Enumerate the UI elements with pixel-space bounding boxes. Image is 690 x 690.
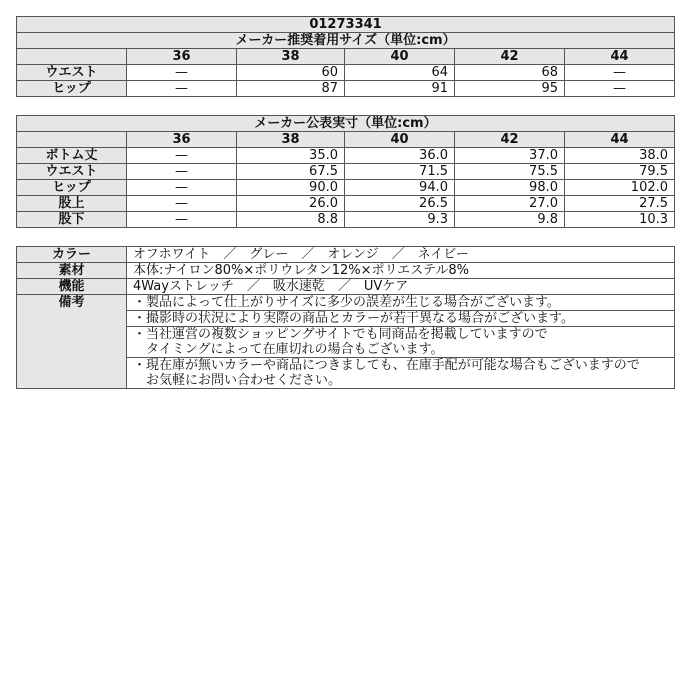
info-row-function xyxy=(17,279,675,295)
note-line: お気軽にお問い合わせください。 xyxy=(133,373,342,388)
value-cell: — xyxy=(127,212,237,228)
value-cell: 91 xyxy=(345,81,455,97)
value-cell: 68 xyxy=(455,65,565,81)
function-value: 4Wayストレッチ ／ 吸水速乾 ／ UVケア xyxy=(127,279,675,295)
note-line: ・現在庫が無いカラーや商品につきましても、在庫手配が可能な場合もございますので xyxy=(133,358,640,373)
material-value: 本体:ナイロン80%×ポリウレタン12%×ポリエステル8% xyxy=(127,263,675,279)
value-cell: 90.0 xyxy=(237,180,345,196)
note-line: ・製品によって仕上がりサイズに多少の誤差が生じる場合がございます。 xyxy=(133,295,560,310)
value-cell: — xyxy=(565,65,675,81)
value-cell: — xyxy=(127,81,237,97)
value-cell: 38.0 xyxy=(565,148,675,164)
value-cell: 75.5 xyxy=(455,164,565,180)
size-header: 36 xyxy=(127,49,237,65)
product-info-table xyxy=(16,246,675,389)
row-label: 股上 xyxy=(17,196,127,212)
size-header: 42 xyxy=(455,49,565,65)
value-cell: 60 xyxy=(237,65,345,81)
corner-cell xyxy=(17,49,127,65)
row-label: 股下 xyxy=(17,212,127,228)
table-row xyxy=(17,65,675,81)
value-cell: 67.5 xyxy=(237,164,345,180)
size-header: 40 xyxy=(345,132,455,148)
size-header: 44 xyxy=(565,132,675,148)
info-row-notes xyxy=(17,295,675,389)
color-label: カラー xyxy=(17,247,127,263)
row-label: ヒップ xyxy=(17,81,127,97)
value-cell: 64 xyxy=(345,65,455,81)
value-cell: 37.0 xyxy=(455,148,565,164)
measured-title: メーカー公表実寸（単位:cm） xyxy=(17,116,675,132)
measured-size-table xyxy=(16,115,675,228)
value-cell: — xyxy=(127,196,237,212)
recommended-size-table xyxy=(16,16,675,97)
value-cell: 26.5 xyxy=(345,196,455,212)
value-cell: 26.0 xyxy=(237,196,345,212)
value-cell: 9.8 xyxy=(455,212,565,228)
value-cell: 36.0 xyxy=(345,148,455,164)
value-cell: 98.0 xyxy=(455,180,565,196)
table-row xyxy=(17,180,675,196)
value-cell: 27.0 xyxy=(455,196,565,212)
value-cell: 27.5 xyxy=(565,196,675,212)
row-label: ウエスト xyxy=(17,65,127,81)
size-header: 42 xyxy=(455,132,565,148)
row-label: ウエスト xyxy=(17,164,127,180)
corner-cell xyxy=(17,132,127,148)
value-cell: — xyxy=(127,148,237,164)
material-label: 素材 xyxy=(17,263,127,279)
note-line: ・当社運営の複数ショッピングサイトでも同商品を掲載していますので xyxy=(133,327,548,342)
info-row-material xyxy=(17,263,675,279)
value-cell: 71.5 xyxy=(345,164,455,180)
note-item xyxy=(127,311,674,327)
value-cell: — xyxy=(127,164,237,180)
value-cell: 87 xyxy=(237,81,345,97)
notes-content xyxy=(127,295,675,389)
value-cell: 95 xyxy=(455,81,565,97)
table-row xyxy=(17,212,675,228)
info-row-color xyxy=(17,247,675,263)
function-label: 機能 xyxy=(17,279,127,295)
size-header: 38 xyxy=(237,49,345,65)
row-label: ヒップ xyxy=(17,180,127,196)
size-header: 38 xyxy=(237,132,345,148)
size-header: 44 xyxy=(565,49,675,65)
table-row xyxy=(17,81,675,97)
note-item xyxy=(127,358,674,388)
note-item xyxy=(127,327,674,358)
row-label: ボトム丈 xyxy=(17,148,127,164)
note-item xyxy=(127,295,674,311)
value-cell: 35.0 xyxy=(237,148,345,164)
value-cell: 10.3 xyxy=(565,212,675,228)
value-cell: 102.0 xyxy=(565,180,675,196)
value-cell: — xyxy=(127,180,237,196)
note-line: ・撮影時の状況により実際の商品とカラーが若干異なる場合がございます。 xyxy=(133,311,574,326)
measured-size-header-row xyxy=(17,132,675,148)
product-code: 01273341 xyxy=(17,17,675,33)
size-header: 40 xyxy=(345,49,455,65)
note-line: タイミングによって在庫切れの場合もございます。 xyxy=(133,342,444,357)
table-row xyxy=(17,196,675,212)
size-header: 36 xyxy=(127,132,237,148)
value-cell: — xyxy=(127,65,237,81)
value-cell: 79.5 xyxy=(565,164,675,180)
value-cell: — xyxy=(565,81,675,97)
notes-label: 備考 xyxy=(17,295,127,389)
value-cell: 9.3 xyxy=(345,212,455,228)
value-cell: 8.8 xyxy=(237,212,345,228)
recommended-size-header-row xyxy=(17,49,675,65)
table-row xyxy=(17,164,675,180)
value-cell: 94.0 xyxy=(345,180,455,196)
table-row xyxy=(17,148,675,164)
color-value: オフホワイト ／ グレー ／ オレンジ ／ ネイビー xyxy=(127,247,675,263)
recommended-title: メーカー推奨着用サイズ（単位:cm） xyxy=(17,33,675,49)
